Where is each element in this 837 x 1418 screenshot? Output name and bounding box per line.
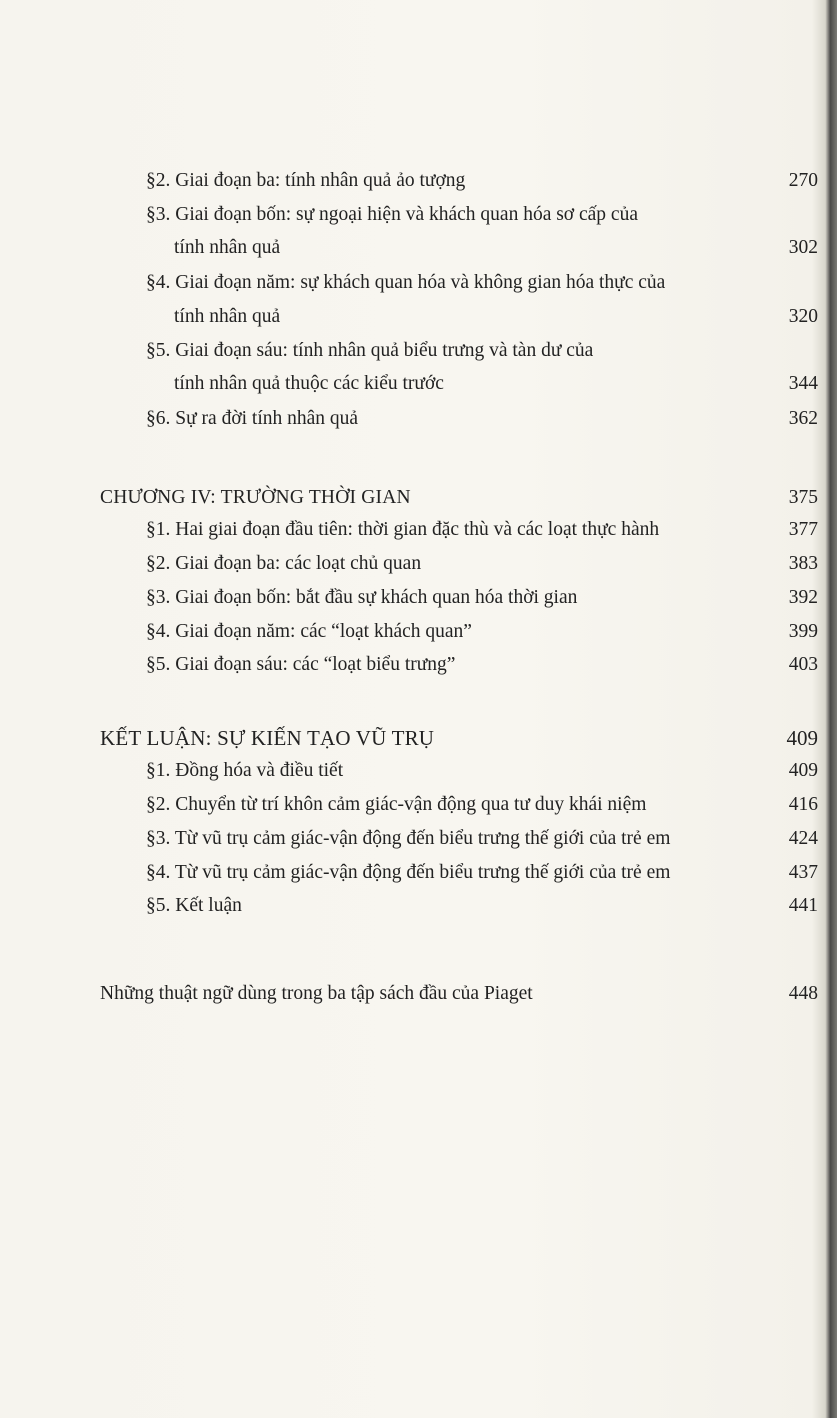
toc-entry-glossary: [0, 979, 818, 1009]
entry-label-cont: tính nhân quả thuộc các kiểu trước: [174, 373, 444, 394]
toc-entry: [0, 790, 818, 820]
entry-page: 302: [788, 237, 818, 258]
entry-label-cont: tính nhân quả: [174, 306, 281, 327]
entry-label: §5. Giai đoạn sáu: các “loạt biểu trưng”: [146, 654, 456, 675]
toc-entry: [0, 650, 818, 680]
entry-page: 437: [788, 862, 818, 883]
entry-page: 409: [786, 726, 818, 750]
entry-page: 375: [788, 487, 818, 508]
toc-entry-cont: [0, 369, 818, 399]
entry-page: 441: [788, 895, 818, 916]
entry-page: 392: [788, 587, 818, 608]
entry-page: 270: [788, 170, 818, 191]
entry-page: 320: [788, 306, 818, 327]
toc-entry: [0, 891, 818, 921]
entry-label: §4. Giai đoạn năm: sự khách quan hóa và không gian hóa thực của: [146, 272, 666, 293]
entry-label: §1. Hai giai đoạn đầu tiên: thời gian đặc thù và các loạt thực hành: [146, 519, 660, 540]
entry-label: §2. Giai đoạn ba: tính nhân quả ảo tượng: [146, 170, 466, 191]
toc-entry: [0, 858, 818, 888]
entry-page: 362: [788, 408, 818, 429]
entry-label: Những thuật ngữ dùng trong ba tập sách đầu của Piaget: [100, 983, 533, 1004]
entry-page: 377: [788, 519, 818, 540]
entry-label: §4. Từ vũ trụ cảm giác-vận động đến biểu trưng thế giới của trẻ em: [146, 862, 671, 883]
entry-label: §4. Giai đoạn năm: các “loạt khách quan”: [146, 621, 472, 642]
toc-entry: [0, 200, 818, 230]
entry-page: 416: [788, 794, 818, 815]
entry-label: §3. Giai đoạn bốn: sự ngoại hiện và khách quan hóa sơ cấp của: [146, 204, 638, 225]
toc-entry: [0, 617, 818, 647]
entry-page: 403: [788, 654, 818, 675]
entry-label: §2. Chuyển từ trí khôn cảm giác-vận động qua tư duy khái niệm: [146, 794, 647, 815]
chapter-heading: [0, 483, 818, 513]
entry-label: §1. Đồng hóa và điều tiết: [146, 760, 344, 781]
toc-entry: [0, 515, 818, 545]
entry-label-cont: tính nhân quả: [174, 237, 281, 258]
toc-entry: [0, 549, 818, 579]
toc-entry: [0, 583, 818, 613]
toc-entry: [0, 166, 818, 196]
toc-entry: [0, 824, 818, 854]
entry-page: 409: [788, 760, 818, 781]
chapter-title: CHƯƠNG IV: TRƯỜNG THỜI GIAN: [100, 487, 411, 508]
toc-entry-cont: [0, 302, 818, 332]
entry-label: §6. Sự ra đời tính nhân quả: [146, 408, 359, 429]
toc-entry: [0, 268, 818, 298]
entry-page: 344: [788, 373, 818, 394]
toc-entry: [0, 756, 818, 786]
entry-page: 424: [788, 828, 818, 849]
entry-page: 448: [788, 983, 818, 1004]
toc-entry: [0, 404, 818, 434]
toc-entry: [0, 336, 818, 366]
chapter-title: KẾT LUẬN: SỰ KIẾN TẠO VŨ TRỤ: [100, 726, 435, 750]
entry-label: §3. Từ vũ trụ cảm giác-vận động đến biểu trưng thế giới của trẻ em: [146, 828, 671, 849]
entry-label: §5. Giai đoạn sáu: tính nhân quả biểu trưng và tàn dư của: [146, 340, 594, 361]
chapter-heading: [0, 723, 818, 753]
entry-label: §2. Giai đoạn ba: các loạt chủ quan: [146, 553, 422, 574]
toc-entry-cont: [0, 233, 818, 263]
entry-label: §5. Kết luận: [146, 895, 242, 916]
entry-label: §3. Giai đoạn bốn: bắt đầu sự khách quan hóa thời gian: [146, 587, 578, 608]
entry-page: 399: [788, 621, 818, 642]
entry-page: 383: [788, 553, 818, 574]
